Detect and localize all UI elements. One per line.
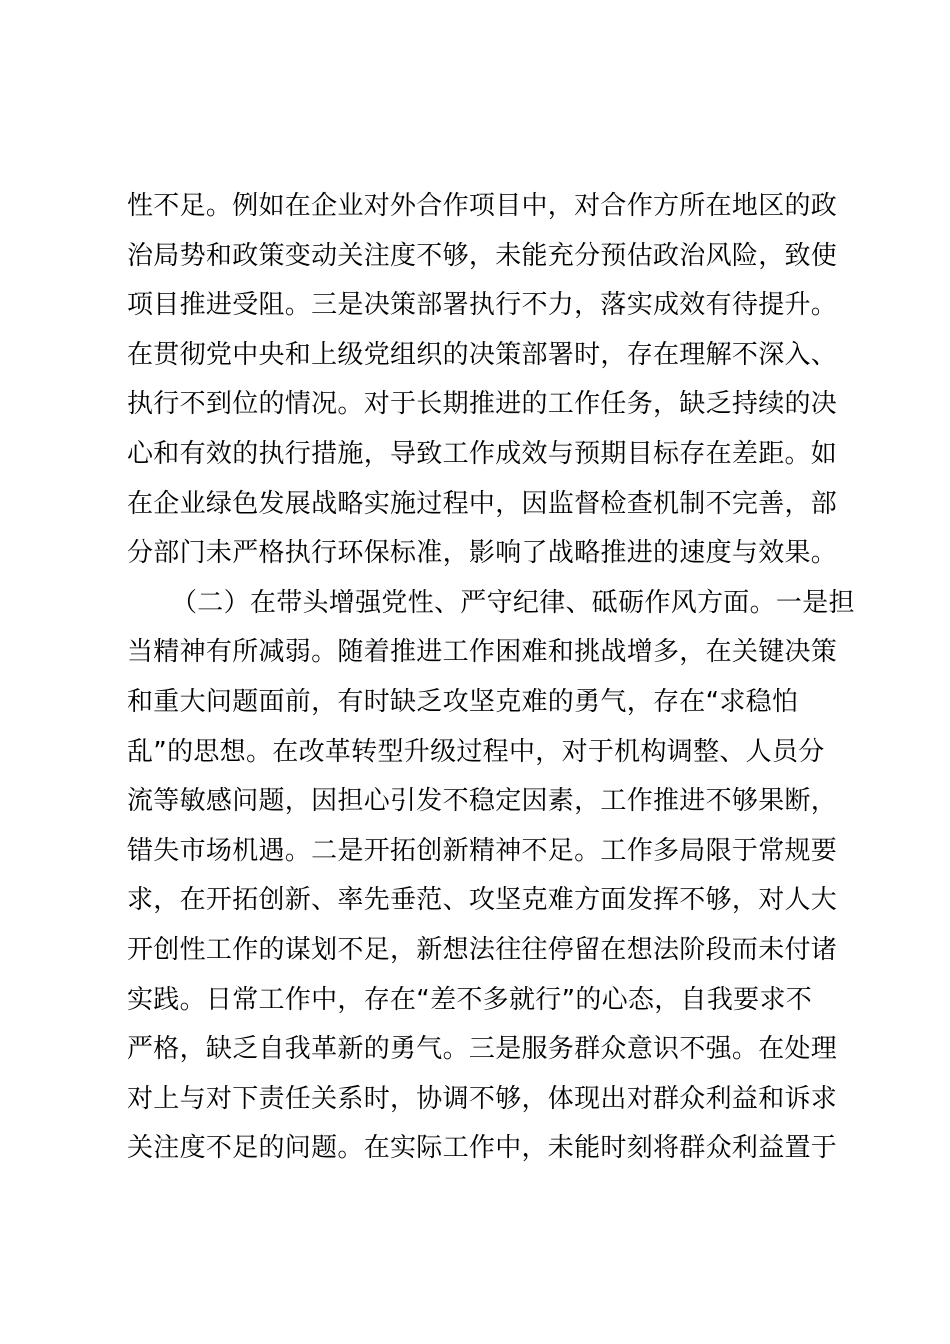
text-line: 项目推进受阻。三是决策部署执行不力，落实成效有待提升。: [127, 290, 838, 321]
text-line: 流等敏感问题，因担心引发不稳定因素，工作推进不够果断，: [127, 786, 838, 817]
text-line: 性不足。例如在企业对外合作项目中，对合作方所在地区的政: [127, 191, 838, 221]
text-line: 在贯彻党中央和上级党组织的决策部署时，存在理解不深入、: [127, 339, 838, 370]
text-line: 关注度不足的问题。在实际工作中，未能时刻将群众利益置于: [127, 1133, 838, 1164]
text-line: 开创性工作的谋划不足，新想法往往停留在想法阶段而未付诸: [127, 934, 838, 965]
text-line: 错失市场机遇。二是开拓创新精神不足。工作多局限于常规要: [127, 835, 838, 866]
text-line: 对上与对下责任关系时，协调不够，体现出对群众利益和诉求: [127, 1083, 838, 1114]
text-line: 执行不到位的情况。对于长期推进的工作任务，缺乏持续的决: [127, 389, 838, 420]
text-line: 治局势和政策变动关注度不够，未能充分预估政治风险，致使: [127, 240, 838, 271]
text-line: 实践。日常工作中，存在“差不多就行”的心态，自我要求不: [127, 984, 813, 1015]
text-line: 在企业绿色发展战略实施过程中，因监督检查机制不完善，部: [127, 488, 838, 519]
text-line: 严格，缺乏自我革新的勇气。三是服务群众意识不强。在处理: [127, 1034, 838, 1065]
body-text: [127, 182, 855, 1174]
text-line: 当精神有所减弱。随着推进工作困难和挑战增多，在关键决策: [127, 637, 838, 668]
text-line: 乱”的思想。在改革转型升级过程中，对于机构调整、人员分: [127, 736, 825, 767]
text-line: 和重大问题面前，有时缺乏攻坚克难的勇气，存在“求稳怕: [127, 686, 799, 717]
paragraph-start-line: （二）在带头增强党性、严守纪律、砥砺作风方面。一是担: [171, 587, 855, 618]
text-line: 心和有效的执行措施，导致工作成效与预期目标存在差距。如: [127, 438, 838, 469]
text-line: 分部门未严格执行环保标准，影响了战略推进的速度与效果。: [127, 538, 838, 569]
text-line: 求，在开拓创新、率先垂范、攻坚克难方面发挥不够，对人大: [127, 885, 838, 916]
